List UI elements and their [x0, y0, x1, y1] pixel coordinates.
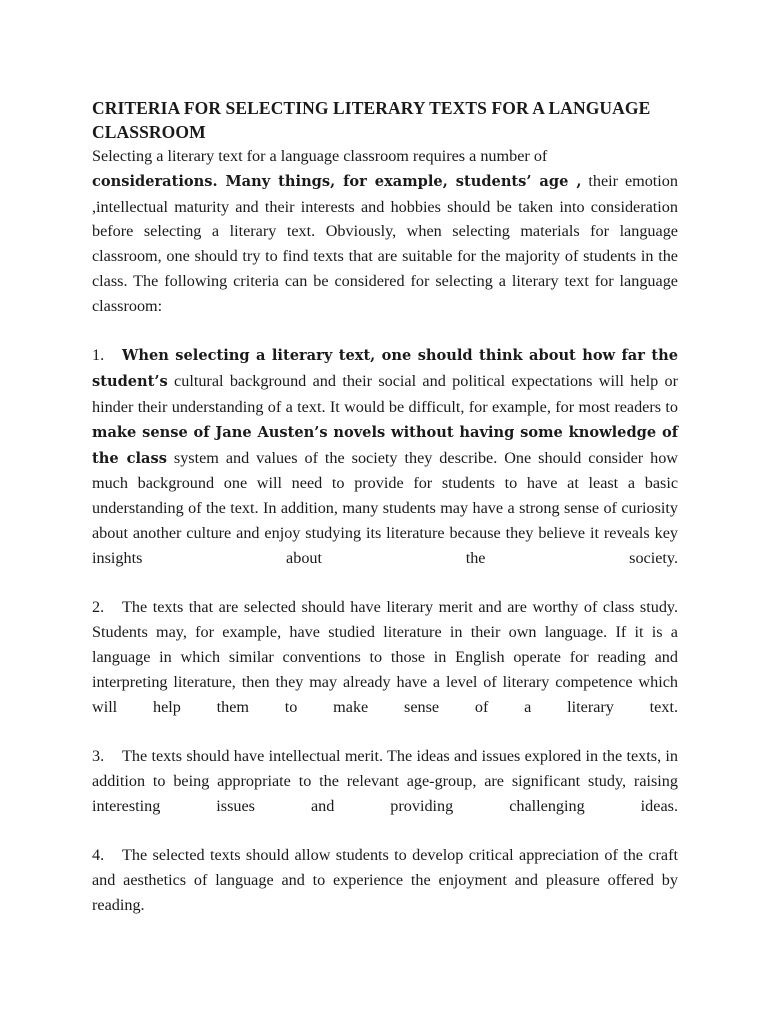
- criterion-3-text: The texts should have intellectual merit. The ideas and issues explored in the texts, in addition to being appropriate to the relevant age-group, are significant study, raising interesting issues and providing challenging ideas.: [92, 747, 678, 815]
- document-title: [92, 96, 678, 144]
- criterion-1-bold-text: When selecting a literary text, one should think about how far the student’s: [92, 347, 678, 391]
- intro-bold-text: considerations. Many things, for example, students’ age ,: [92, 172, 582, 190]
- criterion-3-number: 3.: [92, 747, 105, 766]
- criterion-4: [92, 843, 678, 917]
- criterion-2-number: 2.: [92, 598, 105, 617]
- intro-text-start: Selecting a literary text for a language classroom requires a number of: [92, 147, 548, 165]
- criterion-1-text-b: system and values of the society they describe. One should consider how much background one will need to provide for students to have at least a basic understanding of the text. In addition, many students may have a strong sense of curiosity about another culture and enjoy studying its literature because they believe it reveals key insights about the society.: [92, 448, 678, 567]
- criterion-1-bold-text-2: make sense of Jane Austen’s novels without having some knowledge of the class: [92, 423, 678, 467]
- criterion-1-text-a: cultural background and their social and political expectations will help or hinder their understanding of a text. It would be difficult, for example, for most readers to: [92, 372, 678, 416]
- title-line-1: CRITERIA FOR SELECTING LITERARY TEXTS FOR A LANGUAGE: [92, 98, 651, 118]
- criterion-4-number: 4.: [92, 846, 105, 865]
- criterion-1-number: 1.: [92, 346, 105, 365]
- criterion-1: [92, 343, 678, 570]
- intro-text-rest: their emotion ,intellectual maturity and their interests and hobbies should be taken into consideration before selecting a literary text. Obviously, when selecting materials for language classroom, one should try to find texts that are suitable for the majority of students in the class. The following criteria can be considered for selecting a literary text for language classroom:: [92, 171, 678, 315]
- document-page: [92, 96, 678, 918]
- criterion-4-text: The selected texts should allow students to develop critical appreciation of the craft and aesthetics of language and to experience the enjoyment and pleasure offered by reading.: [92, 846, 678, 914]
- title-line-2: CLASSROOM: [92, 122, 206, 142]
- criterion-2: [92, 595, 678, 719]
- criterion-2-text: The texts that are selected should have literary merit and are worthy of class study. Students may, for example, have studied literature in their own language. If it is a language in which similar conventions to those in English operate for reading and interpreting literature, then they may already have a level of literary competence which will help them to make sense of a literary text.: [92, 598, 678, 716]
- intro-paragraph: [92, 144, 678, 319]
- criterion-3: [92, 744, 678, 818]
